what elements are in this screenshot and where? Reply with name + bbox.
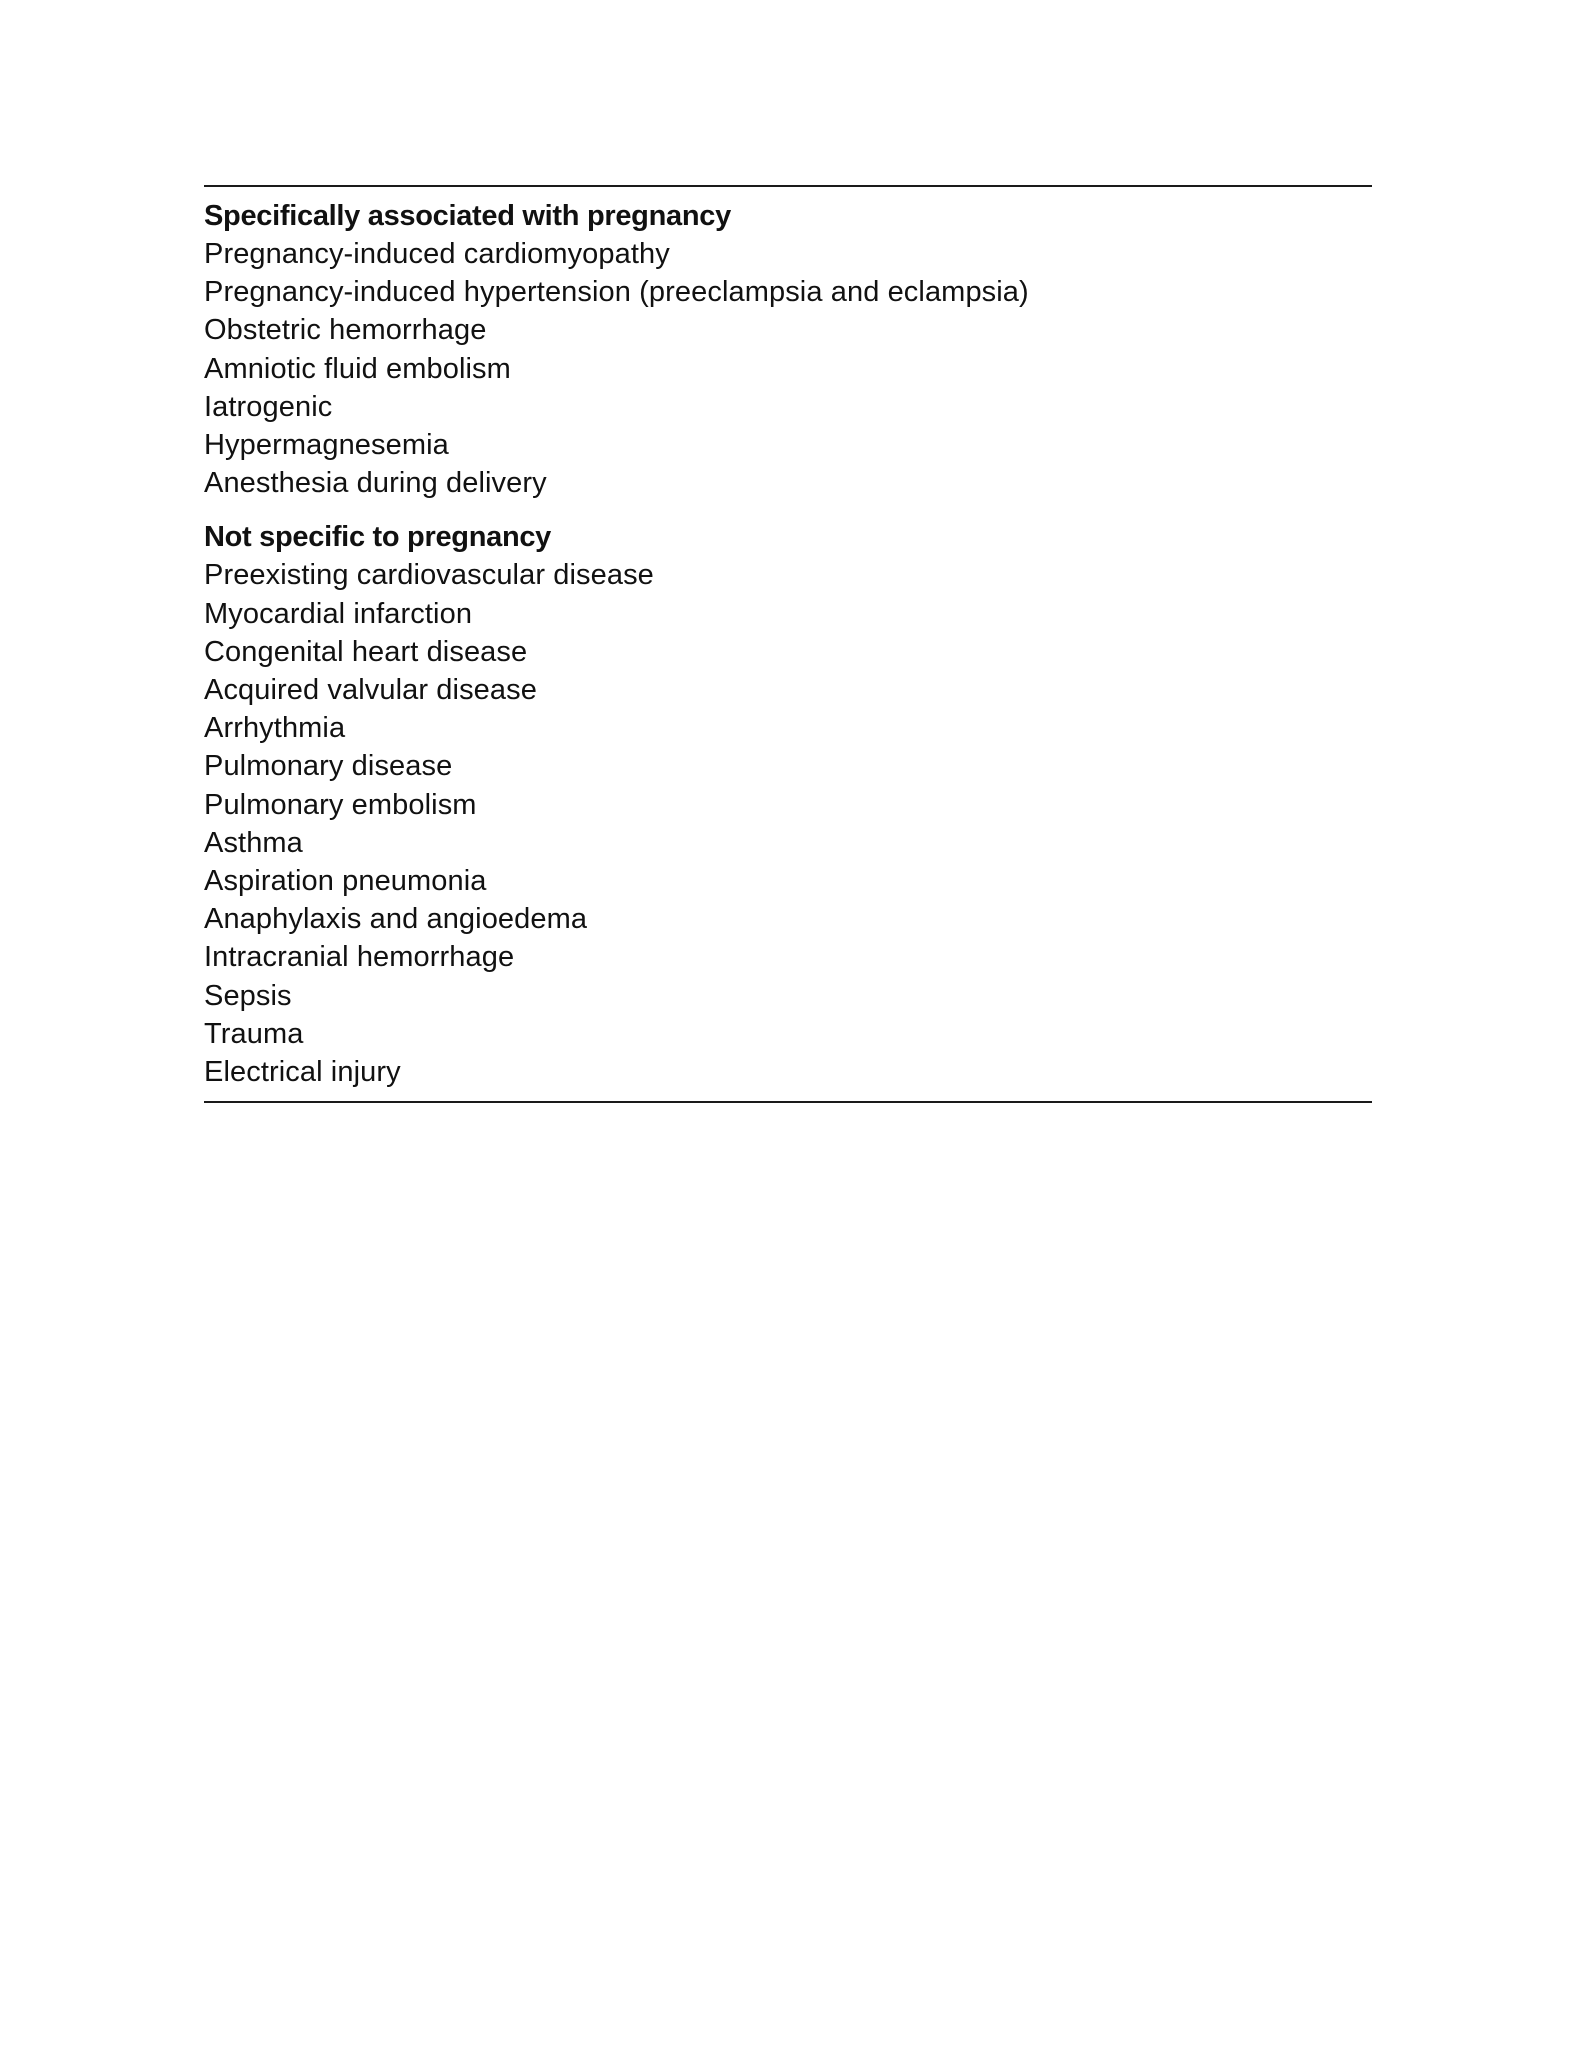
list-item: Trauma (204, 1017, 304, 1050)
list-item: Asthma (204, 826, 303, 859)
section-heading: Not specific to pregnancy (204, 521, 552, 554)
list-item: Pulmonary embolism (204, 788, 477, 821)
list-item: Congenital heart disease (204, 635, 528, 668)
list-item: Anesthesia during delivery (204, 467, 547, 500)
list-item: Aspiration pneumonia (204, 865, 487, 898)
list-item: Acquired valvular disease (204, 674, 537, 707)
list-item: Anaphylaxis and angioedema (204, 903, 588, 936)
section-not-pregnancy-specific (204, 518, 1372, 1091)
list-item: Arrhythmia (204, 712, 346, 745)
item-list (204, 235, 1372, 502)
item-list (204, 556, 1372, 1091)
list-item: Obstetric hemorrhage (204, 314, 487, 347)
list-item: Iatrogenic (204, 390, 333, 423)
list-item: Intracranial hemorrhage (204, 941, 515, 974)
causes-table (204, 185, 1372, 1103)
list-item: Preexisting cardiovascular disease (204, 559, 654, 592)
section-pregnancy-specific (204, 197, 1372, 502)
list-item: Sepsis (204, 979, 292, 1012)
list-item: Amniotic fluid embolism (204, 352, 511, 385)
list-item: Hypermagnesemia (204, 429, 449, 462)
section-heading: Specifically associated with pregnancy (204, 200, 731, 232)
list-item: Pregnancy-induced hypertension (preeclampsia and eclampsia) (204, 276, 1029, 309)
list-item: Pulmonary disease (204, 750, 453, 783)
list-item: Myocardial infarction (204, 597, 473, 630)
list-item: Pregnancy-induced cardiomyopathy (204, 238, 670, 270)
list-item: Electrical injury (204, 1056, 401, 1089)
